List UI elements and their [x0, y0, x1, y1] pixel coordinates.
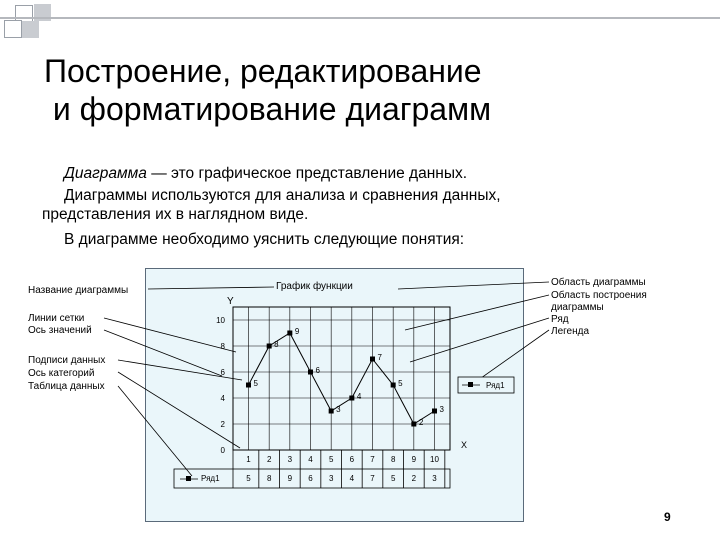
- arrow-chart-area: [398, 282, 549, 289]
- data-table-cell: 6: [308, 474, 313, 483]
- label-chart-area: Область диаграммы: [551, 277, 646, 288]
- data-label: 3: [439, 405, 444, 414]
- y-tick-label: 4: [220, 394, 225, 403]
- x-tick-label: 8: [390, 455, 396, 464]
- data-table-cell: 3: [432, 474, 437, 483]
- y-tick-label: 2: [220, 420, 225, 429]
- x-tick-label: 5: [328, 455, 334, 464]
- arrow-data-table: [118, 386, 192, 476]
- data-table-cell: 2: [411, 474, 417, 483]
- data-label: 3: [336, 405, 341, 414]
- y-tick-label: 0: [220, 446, 225, 455]
- concepts-text: В диаграмме необходимо уяснить следующие понятия:: [64, 231, 465, 248]
- data-label: 8: [274, 340, 279, 349]
- legend-marker: [468, 382, 473, 387]
- data-table-legend-marker: [186, 476, 191, 481]
- data-point: [267, 344, 272, 349]
- label-plot-area-cont: диаграммы: [551, 302, 604, 313]
- data-table-cell: 9: [287, 474, 293, 483]
- data-point: [370, 357, 375, 362]
- chart-title[interactable]: График функции: [276, 281, 353, 292]
- label-category-axis: Ось категорий: [28, 368, 95, 379]
- data-point: [391, 383, 396, 388]
- data-point: [432, 409, 437, 414]
- data-label: 5: [398, 379, 403, 388]
- data-table-cell: 5: [246, 474, 251, 483]
- x-tick-label: 3: [287, 455, 293, 464]
- x-tick-label: 2: [266, 455, 272, 464]
- label-legend: Легенда: [551, 326, 590, 337]
- usage-text-line2: представления их в наглядном виде.: [42, 206, 309, 223]
- page-number: 9: [664, 510, 671, 524]
- arrow-value-axis: [104, 330, 222, 376]
- label-plot-area: Область построения: [551, 290, 647, 301]
- plot-area[interactable]: [233, 307, 450, 450]
- data-label: 7: [377, 353, 382, 362]
- label-chart-title: Название диаграммы: [28, 285, 129, 296]
- data-point: [329, 409, 334, 414]
- arrow-category-axis: [118, 372, 240, 448]
- label-series: Ряд: [551, 314, 569, 325]
- definition-text: Диаграмма — это графическое представление данных.: [64, 165, 468, 182]
- data-point: [287, 331, 292, 336]
- data-table-cell: 5: [390, 474, 396, 483]
- legend-label: Ряд1: [486, 381, 505, 390]
- y-tick-label: 6: [220, 368, 225, 377]
- data-label: 4: [356, 392, 362, 401]
- data-table-cell: 8: [266, 474, 272, 483]
- y-tick-label: 10: [216, 316, 225, 325]
- arrow-series: [410, 318, 549, 362]
- x-tick-label: 10: [430, 455, 439, 464]
- usage-text-line1: Диаграммы используются для анализа и сравнения данных,: [64, 187, 501, 204]
- data-point: [349, 396, 354, 401]
- data-table-cell: 7: [370, 474, 375, 483]
- slide-title: Построение, редактирование и форматирование диаграмм: [44, 53, 492, 127]
- data-table-cell: 4: [349, 474, 355, 483]
- y-axis-title: Y: [227, 296, 234, 307]
- data-point: [246, 383, 251, 388]
- data-label: 6: [315, 366, 320, 375]
- label-grid-lines: Линии сетки: [28, 313, 85, 324]
- data-label: 2: [418, 418, 424, 427]
- data-table-series-name: Ряд1: [201, 474, 220, 483]
- data-table-cell: 3: [328, 474, 334, 483]
- arrow-chart-title: [148, 287, 274, 289]
- data-label: 5: [253, 379, 258, 388]
- label-data-table: Таблица данных: [28, 381, 105, 392]
- data-point: [411, 422, 416, 427]
- x-tick-label: 1: [246, 455, 251, 464]
- y-tick-label: 8: [220, 342, 225, 351]
- x-tick-label: 4: [308, 455, 313, 464]
- x-tick-label: 6: [349, 455, 355, 464]
- x-tick-label: 9: [411, 455, 417, 464]
- label-value-axis: Ось значений: [28, 325, 92, 336]
- label-data-labels: Подписи данных: [28, 355, 106, 366]
- x-tick-label: 7: [370, 455, 375, 464]
- data-point: [308, 370, 313, 375]
- x-axis-title: X: [461, 440, 468, 450]
- data-label: 9: [294, 327, 300, 336]
